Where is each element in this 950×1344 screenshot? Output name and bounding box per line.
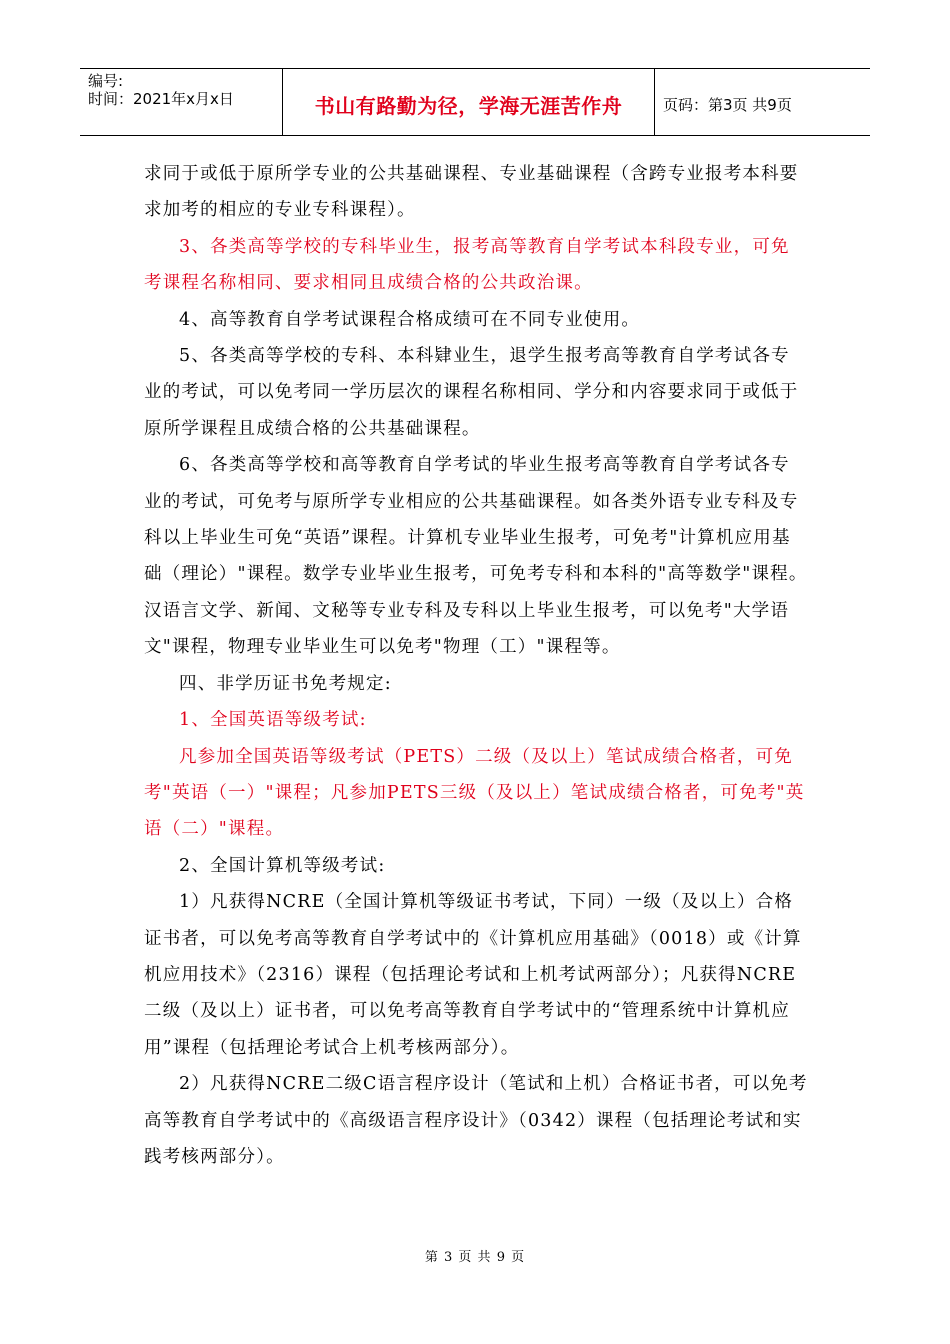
header-motto-cell (283, 69, 655, 135)
page-header (80, 68, 870, 136)
date-label: 时间：2021年x月x日 (88, 90, 234, 108)
paragraph: 求同于或低于原所学专业的公共基础课程、专业基础课程（含跨专业报考本科要求加考的相应的专业专科课程）。 (144, 164, 799, 221)
paragraph: 1）凡获得NCRE（全国计算机等级证书考试，下同）一级（及以上）合格证书者，可以免考高等教育自学考试中的《计算机应用基础》（0018）或《计算机应用技术》（2316）课程（包括理论考试和上机考试两部分）；凡获得NCRE二级（及以上）证书者，可以免考高等教育自学考试中的“管理系统中计算机应用”课程（包括理论考试合上机考核两部分）。 (144, 892, 802, 1058)
serial-number-label: 编号: (88, 72, 124, 90)
subsection-heading: 2、全国计算机等级考试: (179, 855, 386, 876)
motto-text: 书山有路勤为径，学海无涯苦作舟 (314, 93, 623, 118)
page-footer: 第 3 页 共 9 页 (424, 1250, 526, 1265)
header-meta-cell (80, 69, 283, 135)
section-heading: 四、非学历证书免考规定: (179, 673, 392, 694)
paragraph: 6、各类高等学校和高等教育自学考试的毕业生报考高等教育自学考试各专业的考试，可免考与原所学专业相应的公共基础课程。如各类外语专业专科及专科以上毕业生可免“英语”课程。计算机专业毕业生报考，可免考"计算机应用基础（理论）"课程。数学专业毕业生报考，可免考专科和本科的"高等数学"课程。汉语言文学、新闻、文秘等专业专科及专科以上毕业生报考，可以免考"大学语文"课程，物理专业毕业生可以免考"物理（工）"课程等。 (144, 455, 808, 658)
paragraph: 凡参加全国英语等级考试（PETS）二级（及以上）笔试成绩合格者，可免考"英语（一）"课程；凡参加PETS三级（及以上）笔试成绩合格者，可免考"英语（二）"课程。 (144, 746, 805, 840)
paragraph: 3、各类高等学校的专科毕业生，报考高等教育自学考试本科段专业，可免考课程名称相同、要求相同且成绩合格的公共政治课。 (144, 236, 790, 294)
header-page-cell (655, 69, 870, 135)
header-page-info: 页码：第3页 共9页 (663, 95, 792, 114)
document-body (144, 156, 808, 1175)
subsection-heading: 1、全国英语等级考试: (179, 710, 367, 731)
paragraph: 2）凡获得NCRE二级C语言程序设计（笔试和上机）合格证书者，可以免考高等教育自学考试中的《高级语言程序设计》（0342）课程（包括理论考试和实践考核两部分）。 (144, 1074, 808, 1167)
paragraph: 4、高等教育自学考试课程合格成绩可在不同专业使用。 (179, 309, 641, 330)
paragraph: 5、各类高等学校的专科、本科肄业生，退学生报考高等教育自学考试各专业的考试，可以免考同一学历层次的课程名称相同、学分和内容要求同于或低于原所学课程且成绩合格的公共基础课程。 (144, 346, 799, 439)
